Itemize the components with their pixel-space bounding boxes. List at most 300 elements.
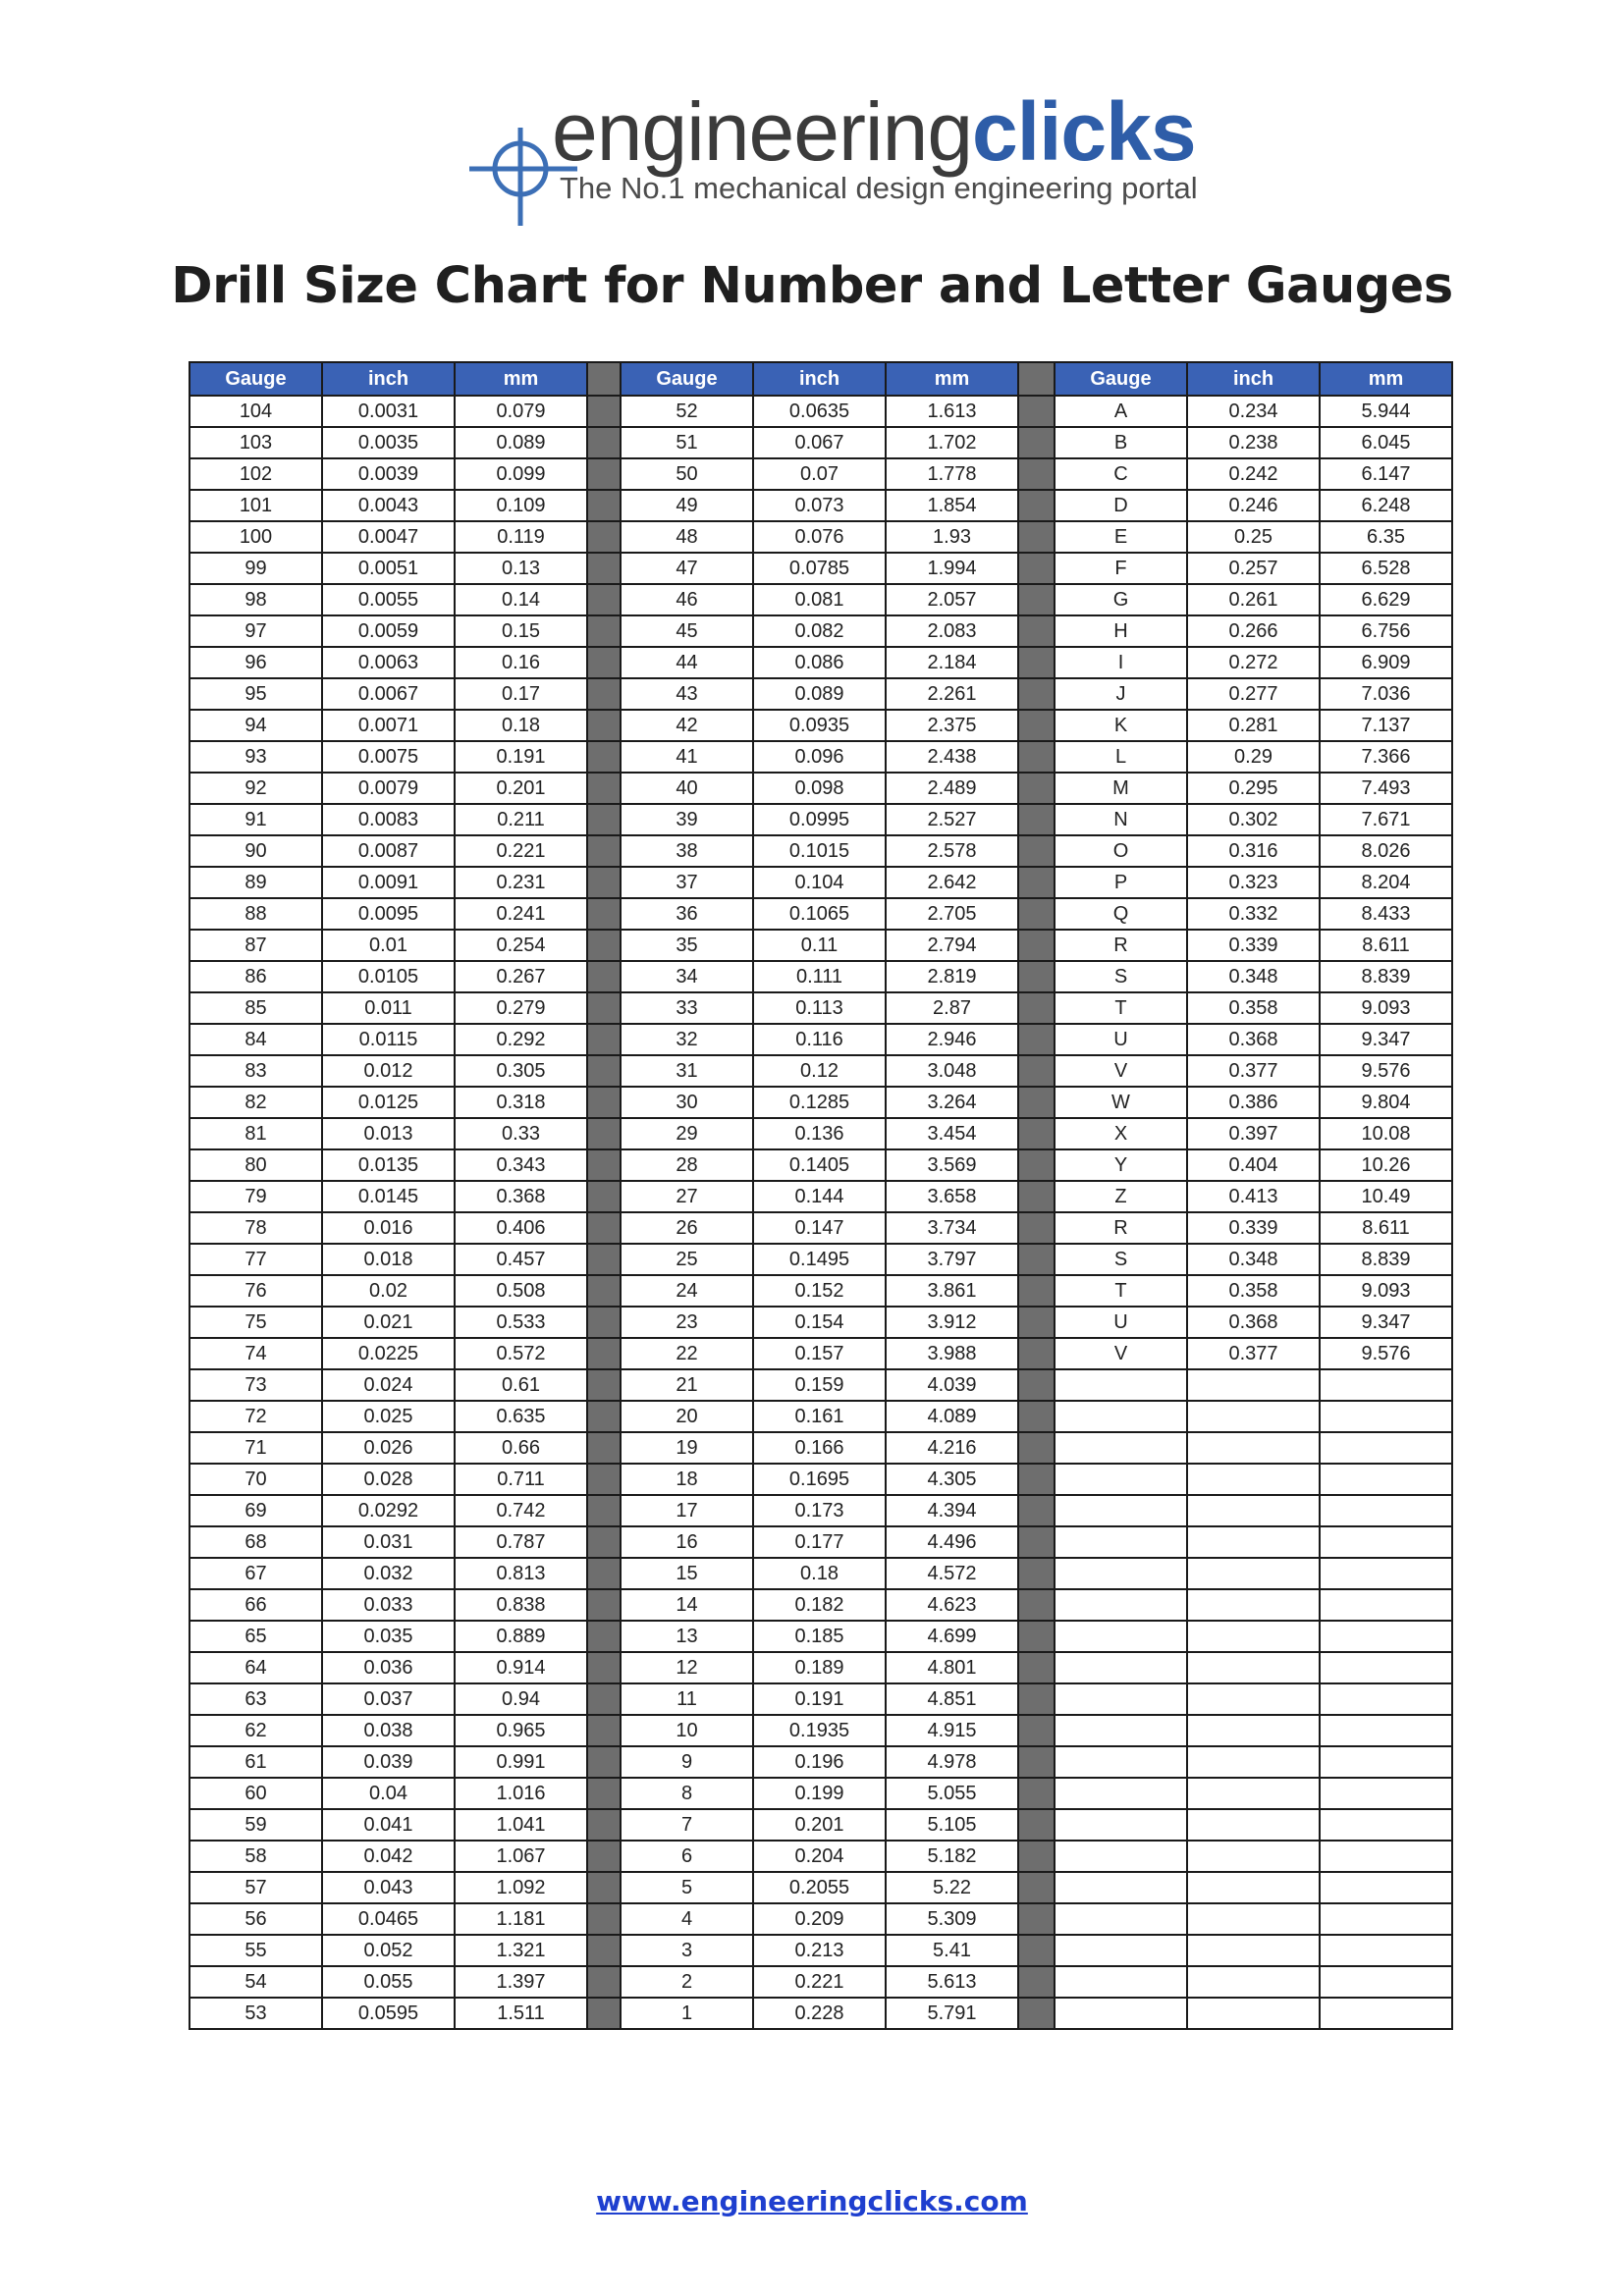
column-separator [1018,1275,1055,1307]
number-gauge-inch-cell: 0.209 [753,1903,886,1935]
letter-gauge-inch-cell: 0.246 [1187,490,1320,521]
letter-gauge-inch-cell: 0.323 [1187,867,1320,898]
letter-gauge-mm-cell: 8.611 [1320,930,1452,961]
number-gauge-gauge-cell: 4 [621,1903,753,1935]
number-gauge-mm-cell: 0.457 [455,1244,587,1275]
column-separator [1018,615,1055,647]
number-gauge-mm-cell: 3.454 [886,1118,1018,1149]
letter-gauge-gauge-cell: K [1055,710,1187,741]
number-gauge-inch-cell: 0.041 [322,1809,455,1841]
letter-gauge-gauge-cell: Z [1055,1181,1187,1212]
number-gauge-gauge-cell: 46 [621,584,753,615]
number-gauge-inch-cell: 0.0039 [322,458,455,490]
letter-gauge-mm-cell: 8.839 [1320,961,1452,992]
letter-gauge-gauge-cell: E [1055,521,1187,553]
number-gauge-mm-cell: 0.15 [455,615,587,647]
letter-gauge-inch-cell [1187,1558,1320,1589]
number-gauge-gauge-cell: 58 [189,1841,322,1872]
table-row [189,1998,1452,2029]
column-separator [587,992,621,1024]
number-gauge-gauge-cell: 67 [189,1558,322,1589]
letter-gauge-gauge-cell [1055,1401,1187,1432]
column-separator [587,804,621,835]
number-gauge-gauge-cell: 68 [189,1526,322,1558]
table-row [189,867,1452,898]
number-gauge-mm-cell: 0.201 [455,773,587,804]
letter-gauge-gauge-cell [1055,1809,1187,1841]
number-gauge-inch-cell: 0.025 [322,1401,455,1432]
letter-gauge-mm-cell: 10.08 [1320,1118,1452,1149]
letter-gauge-mm-cell [1320,1935,1452,1966]
number-gauge-mm-cell: 2.489 [886,773,1018,804]
number-gauge-mm-cell: 2.261 [886,678,1018,710]
table-row [189,710,1452,741]
number-gauge-mm-cell: 1.067 [455,1841,587,1872]
letter-gauge-gauge-cell [1055,1652,1187,1683]
number-gauge-mm-cell: 0.838 [455,1589,587,1621]
number-gauge-inch-cell: 0.021 [322,1307,455,1338]
number-gauge-mm-cell: 0.991 [455,1746,587,1778]
letter-gauge-inch-cell: 0.386 [1187,1087,1320,1118]
number-gauge-inch-cell: 0.159 [753,1369,886,1401]
number-gauge-gauge-cell: 35 [621,930,753,961]
letter-gauge-mm-cell: 8.204 [1320,867,1452,898]
number-gauge-inch-cell: 0.11 [753,930,886,961]
letter-gauge-inch-cell [1187,1369,1320,1401]
letter-gauge-gauge-cell: H [1055,615,1187,647]
number-gauge-inch-cell: 0.082 [753,615,886,647]
column-separator [1018,1401,1055,1432]
number-gauge-mm-cell: 1.702 [886,427,1018,458]
number-gauge-gauge-cell: 82 [189,1087,322,1118]
number-gauge-mm-cell: 4.978 [886,1746,1018,1778]
column-separator [1018,1841,1055,1872]
number-gauge-mm-cell: 2.87 [886,992,1018,1024]
column-separator [1018,773,1055,804]
column-separator [587,835,621,867]
column-separator [587,930,621,961]
number-gauge-gauge-cell: 50 [621,458,753,490]
letter-gauge-inch-cell: 0.281 [1187,710,1320,741]
header-inch: inch [322,362,455,396]
number-gauge-gauge-cell: 99 [189,553,322,584]
number-gauge-inch-cell: 0.036 [322,1652,455,1683]
logo-word-clicks: clicks [972,85,1196,178]
number-gauge-gauge-cell: 48 [621,521,753,553]
number-gauge-gauge-cell: 98 [189,584,322,615]
number-gauge-gauge-cell: 27 [621,1181,753,1212]
number-gauge-gauge-cell: 70 [189,1464,322,1495]
table-row [189,1966,1452,1998]
number-gauge-gauge-cell: 85 [189,992,322,1024]
column-separator [1018,584,1055,615]
number-gauge-mm-cell: 0.33 [455,1118,587,1149]
number-gauge-gauge-cell: 36 [621,898,753,930]
number-gauge-gauge-cell: 56 [189,1903,322,1935]
number-gauge-inch-cell: 0.0292 [322,1495,455,1526]
letter-gauge-inch-cell: 0.368 [1187,1307,1320,1338]
column-separator [1018,1746,1055,1778]
number-gauge-gauge-cell: 49 [621,490,753,521]
column-separator [1018,1966,1055,1998]
column-separator [587,1778,621,1809]
number-gauge-mm-cell: 0.18 [455,710,587,741]
number-gauge-inch-cell: 0.038 [322,1715,455,1746]
number-gauge-mm-cell: 5.22 [886,1872,1018,1903]
number-gauge-gauge-cell: 43 [621,678,753,710]
column-separator [1018,1338,1055,1369]
number-gauge-gauge-cell: 29 [621,1118,753,1149]
number-gauge-gauge-cell: 89 [189,867,322,898]
number-gauge-gauge-cell: 74 [189,1338,322,1369]
table-row [189,1087,1452,1118]
number-gauge-mm-cell: 5.791 [886,1998,1018,2029]
letter-gauge-inch-cell: 0.348 [1187,1244,1320,1275]
number-gauge-inch-cell: 0.043 [322,1872,455,1903]
letter-gauge-gauge-cell [1055,1872,1187,1903]
letter-gauge-gauge-cell: F [1055,553,1187,584]
number-gauge-gauge-cell: 8 [621,1778,753,1809]
number-gauge-inch-cell: 0.0995 [753,804,886,835]
number-gauge-inch-cell: 0.024 [322,1369,455,1401]
table-row [189,615,1452,647]
number-gauge-gauge-cell: 102 [189,458,322,490]
column-separator [1018,710,1055,741]
letter-gauge-inch-cell: 0.238 [1187,427,1320,458]
number-gauge-mm-cell: 0.889 [455,1621,587,1652]
number-gauge-inch-cell: 0.0091 [322,867,455,898]
number-gauge-inch-cell: 0.18 [753,1558,886,1589]
letter-gauge-gauge-cell [1055,1935,1187,1966]
number-gauge-inch-cell: 0.026 [322,1432,455,1464]
letter-gauge-mm-cell [1320,1495,1452,1526]
number-gauge-gauge-cell: 65 [189,1621,322,1652]
number-gauge-inch-cell: 0.173 [753,1495,886,1526]
letter-gauge-mm-cell [1320,1369,1452,1401]
column-separator [1018,396,1055,427]
number-gauge-inch-cell: 0.086 [753,647,886,678]
letter-gauge-gauge-cell [1055,1526,1187,1558]
letter-gauge-mm-cell: 7.366 [1320,741,1452,773]
logo-tagline: The No.1 mechanical design engineering portal [560,171,1198,205]
number-gauge-inch-cell: 0.2055 [753,1872,886,1903]
number-gauge-inch-cell: 0.1065 [753,898,886,930]
number-gauge-gauge-cell: 11 [621,1683,753,1715]
letter-gauge-gauge-cell: P [1055,867,1187,898]
number-gauge-gauge-cell: 87 [189,930,322,961]
number-gauge-gauge-cell: 33 [621,992,753,1024]
table-row [189,1746,1452,1778]
number-gauge-gauge-cell: 6 [621,1841,753,1872]
column-separator [1018,1495,1055,1526]
number-gauge-gauge-cell: 57 [189,1872,322,1903]
number-gauge-inch-cell: 0.116 [753,1024,886,1055]
number-gauge-mm-cell: 2.642 [886,867,1018,898]
letter-gauge-gauge-cell: W [1055,1087,1187,1118]
table-row [189,427,1452,458]
letter-gauge-gauge-cell: I [1055,647,1187,678]
number-gauge-mm-cell: 2.578 [886,835,1018,867]
table-row [189,992,1452,1024]
number-gauge-gauge-cell: 44 [621,647,753,678]
column-separator [587,584,621,615]
number-gauge-gauge-cell: 100 [189,521,322,553]
column-separator [1018,1998,1055,2029]
letter-gauge-mm-cell: 8.433 [1320,898,1452,930]
number-gauge-mm-cell: 0.13 [455,553,587,584]
letter-gauge-mm-cell: 9.093 [1320,992,1452,1024]
number-gauge-mm-cell: 0.079 [455,396,587,427]
number-gauge-gauge-cell: 91 [189,804,322,835]
letter-gauge-inch-cell: 0.377 [1187,1338,1320,1369]
column-separator [587,1998,621,2029]
number-gauge-inch-cell: 0.0095 [322,898,455,930]
letter-gauge-mm-cell: 6.35 [1320,521,1452,553]
letter-gauge-mm-cell [1320,1683,1452,1715]
column-separator [587,1715,621,1746]
number-gauge-inch-cell: 0.204 [753,1841,886,1872]
number-gauge-inch-cell: 0.201 [753,1809,886,1841]
letter-gauge-inch-cell: 0.397 [1187,1118,1320,1149]
letter-gauge-inch-cell: 0.339 [1187,1212,1320,1244]
column-separator [587,1307,621,1338]
number-gauge-gauge-cell: 9 [621,1746,753,1778]
letter-gauge-mm-cell: 8.611 [1320,1212,1452,1244]
letter-gauge-gauge-cell [1055,1558,1187,1589]
column-separator [1018,521,1055,553]
number-gauge-mm-cell: 1.778 [886,458,1018,490]
letter-gauge-gauge-cell: R [1055,1212,1187,1244]
number-gauge-mm-cell: 2.946 [886,1024,1018,1055]
number-gauge-mm-cell: 2.083 [886,615,1018,647]
letter-gauge-gauge-cell: U [1055,1024,1187,1055]
column-separator [1018,1872,1055,1903]
number-gauge-gauge-cell: 10 [621,1715,753,1746]
number-gauge-inch-cell: 0.221 [753,1966,886,1998]
number-gauge-mm-cell: 3.912 [886,1307,1018,1338]
column-separator [1018,1149,1055,1181]
letter-gauge-mm-cell [1320,1652,1452,1683]
table-row [189,1181,1452,1212]
number-gauge-mm-cell: 4.496 [886,1526,1018,1558]
number-gauge-gauge-cell: 62 [189,1715,322,1746]
number-gauge-mm-cell: 0.406 [455,1212,587,1244]
number-gauge-mm-cell: 4.915 [886,1715,1018,1746]
letter-gauge-inch-cell: 0.257 [1187,553,1320,584]
letter-gauge-inch-cell: 0.25 [1187,521,1320,553]
column-separator [587,741,621,773]
column-separator [1018,1055,1055,1087]
letter-gauge-gauge-cell [1055,1778,1187,1809]
letter-gauge-gauge-cell: Q [1055,898,1187,930]
number-gauge-inch-cell: 0.0059 [322,615,455,647]
column-separator [587,1464,621,1495]
letter-gauge-gauge-cell: T [1055,1275,1187,1307]
number-gauge-inch-cell: 0.177 [753,1526,886,1558]
number-gauge-mm-cell: 3.988 [886,1338,1018,1369]
number-gauge-mm-cell: 0.241 [455,898,587,930]
number-gauge-gauge-cell: 31 [621,1055,753,1087]
number-gauge-inch-cell: 0.191 [753,1683,886,1715]
number-gauge-gauge-cell: 73 [189,1369,322,1401]
number-gauge-mm-cell: 1.511 [455,1998,587,2029]
website-link[interactable]: www.engineeringclicks.com [596,2185,1028,2217]
letter-gauge-inch-cell: 0.413 [1187,1181,1320,1212]
column-separator [587,1087,621,1118]
letter-gauge-inch-cell [1187,1526,1320,1558]
number-gauge-mm-cell: 1.016 [455,1778,587,1809]
letter-gauge-gauge-cell: X [1055,1118,1187,1149]
column-separator [587,1935,621,1966]
number-gauge-inch-cell: 0.12 [753,1055,886,1087]
number-gauge-mm-cell: 0.292 [455,1024,587,1055]
footer [0,2185,1624,2217]
header-inch: inch [753,362,886,396]
number-gauge-gauge-cell: 32 [621,1024,753,1055]
column-separator [1018,1244,1055,1275]
number-gauge-inch-cell: 0.013 [322,1118,455,1149]
number-gauge-gauge-cell: 41 [621,741,753,773]
number-gauge-gauge-cell: 47 [621,553,753,584]
letter-gauge-mm-cell [1320,1872,1452,1903]
letter-gauge-mm-cell: 6.909 [1320,647,1452,678]
page-title: Drill Size Chart for Number and Letter Gauges [171,257,1453,315]
column-separator [1018,1087,1055,1118]
letter-gauge-gauge-cell: S [1055,961,1187,992]
number-gauge-inch-cell: 0.0145 [322,1181,455,1212]
number-gauge-mm-cell: 3.569 [886,1149,1018,1181]
table-row [189,521,1452,553]
number-gauge-inch-cell: 0.0635 [753,396,886,427]
number-gauge-inch-cell: 0.161 [753,1401,886,1432]
letter-gauge-mm-cell: 10.26 [1320,1149,1452,1181]
column-separator [587,1369,621,1401]
number-gauge-mm-cell: 1.041 [455,1809,587,1841]
number-gauge-inch-cell: 0.189 [753,1652,886,1683]
column-separator [587,1432,621,1464]
number-gauge-inch-cell: 0.04 [322,1778,455,1809]
column-separator [1018,1369,1055,1401]
number-gauge-mm-cell: 0.221 [455,835,587,867]
number-gauge-inch-cell: 0.0047 [322,521,455,553]
letter-gauge-inch-cell: 0.261 [1187,584,1320,615]
number-gauge-gauge-cell: 12 [621,1652,753,1683]
column-separator [587,1244,621,1275]
number-gauge-gauge-cell: 53 [189,1998,322,2029]
letter-gauge-gauge-cell: R [1055,930,1187,961]
number-gauge-mm-cell: 0.508 [455,1275,587,1307]
letter-gauge-inch-cell: 0.272 [1187,647,1320,678]
column-separator [587,521,621,553]
column-separator [587,1809,621,1841]
number-gauge-inch-cell: 0.098 [753,773,886,804]
number-gauge-mm-cell: 3.861 [886,1275,1018,1307]
header-mm: mm [886,362,1018,396]
number-gauge-inch-cell: 0.07 [753,458,886,490]
letter-gauge-inch-cell: 0.277 [1187,678,1320,710]
number-gauge-gauge-cell: 38 [621,835,753,867]
number-gauge-inch-cell: 0.185 [753,1621,886,1652]
number-gauge-inch-cell: 0.0785 [753,553,886,584]
number-gauge-inch-cell: 0.037 [322,1683,455,1715]
number-gauge-inch-cell: 0.154 [753,1307,886,1338]
logo-wordmark [552,85,1196,178]
column-separator [1018,490,1055,521]
number-gauge-mm-cell: 3.734 [886,1212,1018,1244]
number-gauge-inch-cell: 0.1405 [753,1149,886,1181]
column-separator [1018,961,1055,992]
number-gauge-mm-cell: 2.184 [886,647,1018,678]
table-row [189,584,1452,615]
number-gauge-mm-cell: 5.055 [886,1778,1018,1809]
drill-size-table-wrap [189,361,1453,2030]
letter-gauge-gauge-cell: U [1055,1307,1187,1338]
column-separator [587,1589,621,1621]
table-row [189,1432,1452,1464]
table-row [189,1935,1452,1966]
letter-gauge-inch-cell [1187,1432,1320,1464]
number-gauge-mm-cell: 3.658 [886,1181,1018,1212]
column-separator [587,1841,621,1872]
header-mm: mm [1320,362,1452,396]
number-gauge-gauge-cell: 94 [189,710,322,741]
number-gauge-gauge-cell: 18 [621,1464,753,1495]
letter-gauge-gauge-cell [1055,1495,1187,1526]
letter-gauge-mm-cell: 7.493 [1320,773,1452,804]
column-separator [1018,898,1055,930]
letter-gauge-mm-cell: 9.347 [1320,1307,1452,1338]
column-separator [587,1275,621,1307]
letter-gauge-mm-cell [1320,1841,1452,1872]
table-row [189,1307,1452,1338]
column-separator [587,1966,621,1998]
letter-gauge-mm-cell [1320,1966,1452,1998]
letter-gauge-inch-cell [1187,1872,1320,1903]
table-row [189,930,1452,961]
number-gauge-gauge-cell: 60 [189,1778,322,1809]
column-separator [1018,1526,1055,1558]
letter-gauge-mm-cell [1320,1903,1452,1935]
letter-gauge-gauge-cell: B [1055,427,1187,458]
letter-gauge-mm-cell: 7.036 [1320,678,1452,710]
drill-size-table [189,361,1453,2030]
column-separator [587,1118,621,1149]
letter-gauge-gauge-cell [1055,1621,1187,1652]
table-row [189,1495,1452,1526]
number-gauge-mm-cell: 0.813 [455,1558,587,1589]
letter-gauge-gauge-cell: D [1055,490,1187,521]
number-gauge-gauge-cell: 16 [621,1526,753,1558]
letter-gauge-inch-cell [1187,1778,1320,1809]
letter-gauge-gauge-cell: M [1055,773,1187,804]
column-separator [1018,1558,1055,1589]
column-separator [1018,647,1055,678]
number-gauge-inch-cell: 0.0079 [322,773,455,804]
number-gauge-inch-cell: 0.0035 [322,427,455,458]
table-row [189,1715,1452,1746]
table-row [189,1464,1452,1495]
column-separator [1018,553,1055,584]
number-gauge-mm-cell: 5.309 [886,1903,1018,1935]
number-gauge-gauge-cell: 51 [621,427,753,458]
number-gauge-gauge-cell: 26 [621,1212,753,1244]
column-separator [1018,1715,1055,1746]
number-gauge-inch-cell: 0.067 [753,427,886,458]
column-separator [587,490,621,521]
number-gauge-gauge-cell: 59 [189,1809,322,1841]
column-separator [587,553,621,584]
letter-gauge-gauge-cell: L [1055,741,1187,773]
